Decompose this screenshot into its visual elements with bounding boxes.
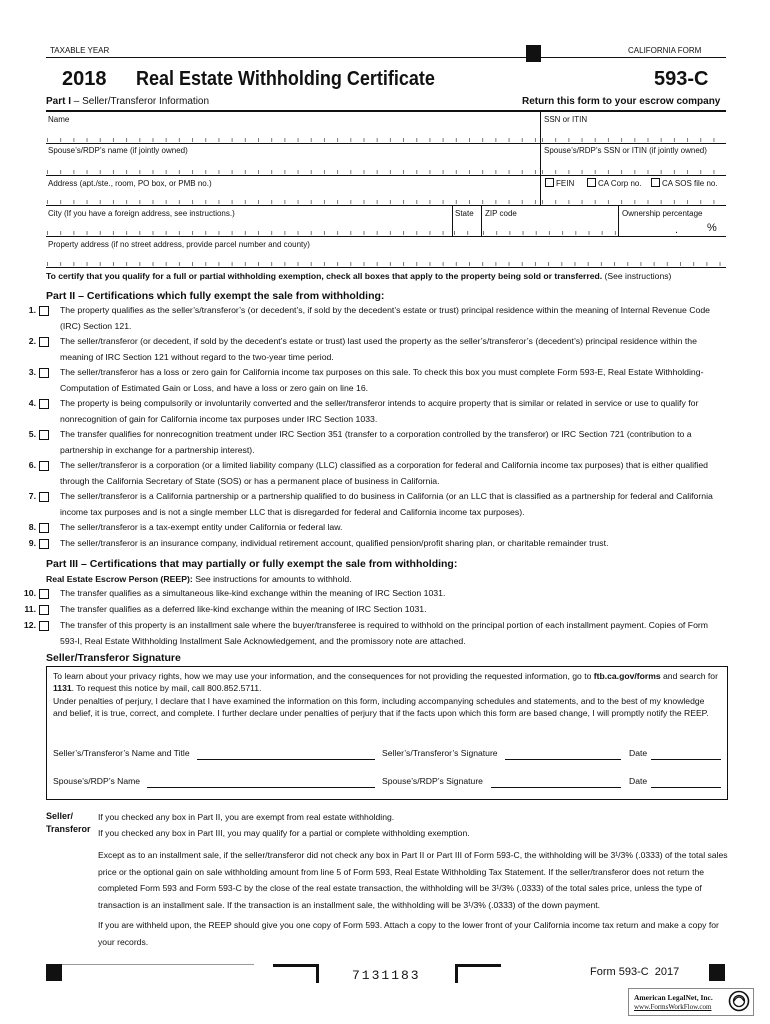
part2-item-5 xyxy=(28,427,726,458)
part3-item-10 xyxy=(23,586,726,602)
california-form-label: CALIFORNIA FORM xyxy=(628,46,702,55)
reep-text: See instructions for amounts to withhold. xyxy=(192,574,352,584)
spouse-name-sig-label: Spouse’s/RDP’s Name xyxy=(53,776,141,786)
part2-item-7 xyxy=(28,489,726,520)
ownership-percent-sign: % xyxy=(707,222,717,234)
instructions-label-line1: Seller/ xyxy=(46,811,74,821)
ssn-label: SSN or ITIN xyxy=(544,115,588,124)
privacy-notice xyxy=(53,671,721,694)
publisher-box xyxy=(628,988,754,1016)
zip-field[interactable] xyxy=(483,231,617,235)
item-number: 6. xyxy=(28,460,36,470)
footer-registration-mark-left xyxy=(46,964,62,981)
item-9-checkbox[interactable] xyxy=(39,539,49,549)
spouse-signature-label: Spouse’s/RDP’s Signature xyxy=(382,776,483,786)
instructions-label xyxy=(46,810,91,836)
item-number: 4. xyxy=(28,398,36,408)
spouse-name-field[interactable] xyxy=(47,170,539,174)
publisher-url[interactable]: www.FormsWorkFlow.com xyxy=(634,1003,712,1011)
publisher-logo-icon xyxy=(728,990,750,1012)
seller-name-title-label: Seller’s/Transferor’s Name and Title xyxy=(53,748,190,758)
part2-item-8 xyxy=(28,520,726,536)
part2-heading-bold: Part II xyxy=(46,290,76,302)
row5-rule xyxy=(46,236,726,237)
part3-heading-text: – Certifications that may partially or fully exempt the sale from withholding: xyxy=(78,558,458,570)
part2-item-4 xyxy=(28,396,726,427)
item-text: The seller/transferor is an insurance company, individual retirement account, qualified pension/profit sharing plan, or charitable remainder trust. xyxy=(60,538,609,548)
item-5-checkbox[interactable] xyxy=(39,430,49,440)
item-text: The seller/transferor is a tax-exempt entity under California or federal law. xyxy=(60,522,343,532)
row6-rule xyxy=(46,267,726,268)
state-label: State xyxy=(455,209,474,218)
row3-rule xyxy=(46,175,726,176)
registration-mark xyxy=(526,45,541,62)
spouse-name-label: Spouse’s/RDP’s name (if jointly owned) xyxy=(48,146,188,155)
address-label: Address (apt./ste., room, PO box, or PMB no.) xyxy=(48,179,212,188)
part2-item-6 xyxy=(28,458,726,489)
ownership-label: Ownership percentage xyxy=(622,209,703,218)
name-field[interactable] xyxy=(47,138,539,142)
form-title: Real Estate Withholding Certificate xyxy=(136,68,435,90)
item-12-checkbox[interactable] xyxy=(39,621,49,631)
city-field[interactable] xyxy=(47,231,451,235)
item-number: 1. xyxy=(28,305,36,315)
city-label: City (If you have a foreign address, see instructions.) xyxy=(48,209,235,218)
footer-code: 7131183 xyxy=(352,968,421,983)
part1-heading-bold: Part I xyxy=(46,96,72,107)
instruction-p2: If you checked any box in Part III, you may qualify for a partial or complete withholding exemption. xyxy=(98,828,470,838)
item-text: The seller/transferor (or decedent, if sold by the decedent’s estate or trust) last used the property as the seller’s/transferor’s (decedent’s) principal residence within the meaning of IRC Section 121 without regard to the two-year time period. xyxy=(60,336,697,362)
instruction-p3: Except as to an installment sale, if the seller/transferor did not check any box in Part II or Part III of Form 593-C, the withholding will be 3¹/3% (.0333) of the total sales price or the optional gain on sale withholding amount from line 5 of Form 593, Real Estate Withholding Tax Statement. If the seller/transferor does not return the completed Form 593 and Form 593-C by the close of the real estate transaction, the withholding will be 3¹/3% (.0333) of the total sales price, unless the type of transaction is an installment sale. If the transaction is an installment sale, the withholding will be 3¹/3% (.0333) of the down payment. xyxy=(98,850,728,910)
part2-item-1 xyxy=(28,303,726,334)
item-text: The seller/transferor is a California partnership or a partnership qualified to do business in California (or an LLC that is classified as a partnership for federal and California income tax purposes and is not a single member LLC that is disregarded for federal and California income tax purposes). xyxy=(60,491,713,517)
ca-sos-label: CA SOS file no. xyxy=(662,179,718,188)
seller-name-title-line[interactable] xyxy=(197,759,375,760)
instruction-p4: If you are withheld upon, the REEP should give you one copy of Form 593. Attach a copy to the lower front of your California income tax return and make a copy for your records. xyxy=(98,920,719,947)
item-text: The property is being compulsorily or involuntarily converted and the seller/transferor intends to acquire property that is similar or related in service or use to qualify for nonrecognition of gain for California income tax purposes under IRC Section 1033. xyxy=(60,398,699,424)
fein-checkbox[interactable] xyxy=(545,178,554,187)
item-number: 12. xyxy=(23,620,36,630)
property-address-field[interactable] xyxy=(47,262,725,266)
reep-note xyxy=(46,574,352,584)
tax-year: 2018 xyxy=(62,68,107,90)
item-text: The seller/transferor has a loss or zero gain for California income tax purposes on this sale. To check this box you must complete Form 593-E, Real Estate Withholding-Computation of Estimated Gain or Loss, and have a loss or zero gain on line 16. xyxy=(60,367,704,393)
item-1-checkbox[interactable] xyxy=(39,306,49,316)
spouse-ssn-label: Spouse’s/RDP’s SSN or ITIN (if jointly owned) xyxy=(544,146,707,155)
certify-instruction xyxy=(46,271,746,281)
zip-label: ZIP code xyxy=(485,209,517,218)
signature-heading: Seller/Transferor Signature xyxy=(46,652,181,664)
seller-signature-line[interactable] xyxy=(505,759,621,760)
part2-heading-text: – Certifications which fully exempt the sale from withholding: xyxy=(75,290,385,302)
item-text: The property qualifies as the seller’s/transferor’s (or decedent’s, if sold by the decedent’s estate or trust) principal residence within the meaning of Internal Revenue Code (IRC) Section 121. xyxy=(60,305,710,331)
part1-heading-text: – Seller/Transferor Information xyxy=(71,96,210,107)
taxable-year-label: TAXABLE YEAR xyxy=(50,46,110,55)
ownership-decimal: . xyxy=(675,224,679,236)
part3-heading xyxy=(46,558,457,570)
row4-rule xyxy=(46,205,726,206)
item-7-checkbox[interactable] xyxy=(39,492,49,502)
ownership-divider xyxy=(618,206,619,236)
ssn-divider xyxy=(540,111,541,205)
address-field[interactable] xyxy=(47,200,539,204)
instructions-label-line2: Transferor xyxy=(46,824,91,834)
item-number: 9. xyxy=(28,538,36,548)
item-number: 8. xyxy=(28,522,36,532)
part3-item-12 xyxy=(23,618,726,649)
item-11-checkbox[interactable] xyxy=(39,605,49,615)
part2-item-2 xyxy=(28,334,726,365)
part3-heading-bold: Part III xyxy=(46,558,79,570)
part1-top-rule xyxy=(46,110,726,112)
row2-rule xyxy=(46,143,726,144)
zip-divider xyxy=(481,206,482,236)
publisher-name: American LegalNet, Inc. xyxy=(634,993,713,1002)
item-number: 3. xyxy=(28,367,36,377)
part1-heading xyxy=(46,96,209,107)
reep-bold: Real Estate Escrow Person (REEP): xyxy=(46,574,193,584)
signature-box xyxy=(46,666,728,800)
part2-item-9 xyxy=(28,536,726,552)
instruction-p1: If you checked any box in Part II, you are exempt from real estate withholding. xyxy=(98,812,395,822)
spouse-ssn-field[interactable] xyxy=(542,170,725,174)
privacy-b: and search for xyxy=(660,671,718,681)
state-field[interactable] xyxy=(454,231,480,235)
form-number: 593-C xyxy=(654,68,709,90)
privacy-number: 1131 xyxy=(53,682,72,693)
item-number: 11. xyxy=(24,604,36,614)
seller-signature-label: Seller’s/Transferor’s Signature xyxy=(382,748,498,758)
state-divider xyxy=(452,206,453,236)
footer-rule-left xyxy=(62,964,254,965)
certify-normal: (See instructions) xyxy=(602,271,672,281)
ca-corp-checkbox[interactable] xyxy=(587,178,596,187)
ssn-field[interactable] xyxy=(542,138,725,142)
item-number: 7. xyxy=(28,491,36,501)
item-3-checkbox[interactable] xyxy=(39,368,49,378)
item-text: The transfer qualifies as a deferred like-kind exchange within the meaning of IRC Section 1031. xyxy=(60,604,427,614)
item-text: The seller/transferor is a corporation (or a limited liability company (LLC) classified as a corporation for federal and California income tax purposes) that is either qualified through the California Secretary of State (SOS) or has a permanent place of business in California. xyxy=(60,460,709,486)
footer-registration-mark-right xyxy=(709,964,725,981)
item-number: 5. xyxy=(28,429,36,439)
ca-sos-checkbox[interactable] xyxy=(651,178,660,187)
footer-bracket-left xyxy=(273,964,319,983)
privacy-a: To learn about your privacy rights, how we may use your information, and the consequences for not providing the requested information, go to xyxy=(53,671,594,681)
privacy-c: . To request this notice by mail, call 800.852.5711. xyxy=(71,682,262,693)
spouse-signature-line[interactable] xyxy=(491,787,621,788)
part2-heading xyxy=(46,290,384,302)
spouse-date-label: Date xyxy=(629,776,648,786)
footer-bracket-right xyxy=(455,964,501,983)
item-4-checkbox[interactable] xyxy=(39,399,49,409)
seller-date-label: Date xyxy=(629,748,648,758)
certify-bold: To certify that you qualify for a full or partial withholding exemption, check all boxes that apply to the property being sold or transferred. xyxy=(46,271,603,281)
fein-label: FEIN xyxy=(556,179,575,188)
item-2-checkbox[interactable] xyxy=(39,337,49,347)
ca-corp-label: CA Corp no. xyxy=(598,179,642,188)
id-number-field[interactable] xyxy=(542,200,725,204)
item-text: The transfer qualifies as a simultaneous like-kind exchange within the meaning of IRC Section 1031. xyxy=(60,588,446,598)
instructions-body xyxy=(98,810,728,950)
item-number: 10. xyxy=(23,588,36,598)
property-address-label: Property address (if no street address, provide parcel number and county) xyxy=(48,240,310,249)
return-note: Return this form to your escrow company xyxy=(522,96,721,107)
privacy-link[interactable]: ftb.ca.gov/forms xyxy=(593,671,661,681)
part3-item-11 xyxy=(24,602,726,618)
item-number: 2. xyxy=(28,336,36,346)
perjury-statement: Under penalties of perjury, I declare that I have examined the information on this form, including accompanying schedules and statements, and to the best of my knowledge and belief, it is true, correct, and complete. I further declare under penalties of perjury that if the facts upon which this form are based change, I will promptly notify the REEP. xyxy=(53,696,709,718)
spouse-date-line[interactable] xyxy=(651,787,721,788)
item-text: The transfer qualifies for nonrecognition treatment under IRC Section 351 (transfer to a corporation controlled by the transferor) or IRC Section 721 (contribution to a partnership in exchange for a partnership interest). xyxy=(60,429,692,455)
item-10-checkbox[interactable] xyxy=(39,589,49,599)
item-6-checkbox[interactable] xyxy=(39,461,49,471)
footer-form-year: Form 593-C 2017 xyxy=(590,966,680,978)
part2-item-3 xyxy=(28,365,726,396)
name-label: Name xyxy=(48,115,70,124)
item-text: The transfer of this property is an installment sale where the buyer/transferee is required to withhold on the principal portion of each installment payment. Copies of Form 593-I, Real Estate Withholding Installment Sale Acknowledgement, and the promissory note are attached. xyxy=(60,620,709,646)
item-8-checkbox[interactable] xyxy=(39,523,49,533)
header-rule xyxy=(46,57,726,58)
spouse-name-line[interactable] xyxy=(147,787,375,788)
seller-date-line[interactable] xyxy=(651,759,721,760)
